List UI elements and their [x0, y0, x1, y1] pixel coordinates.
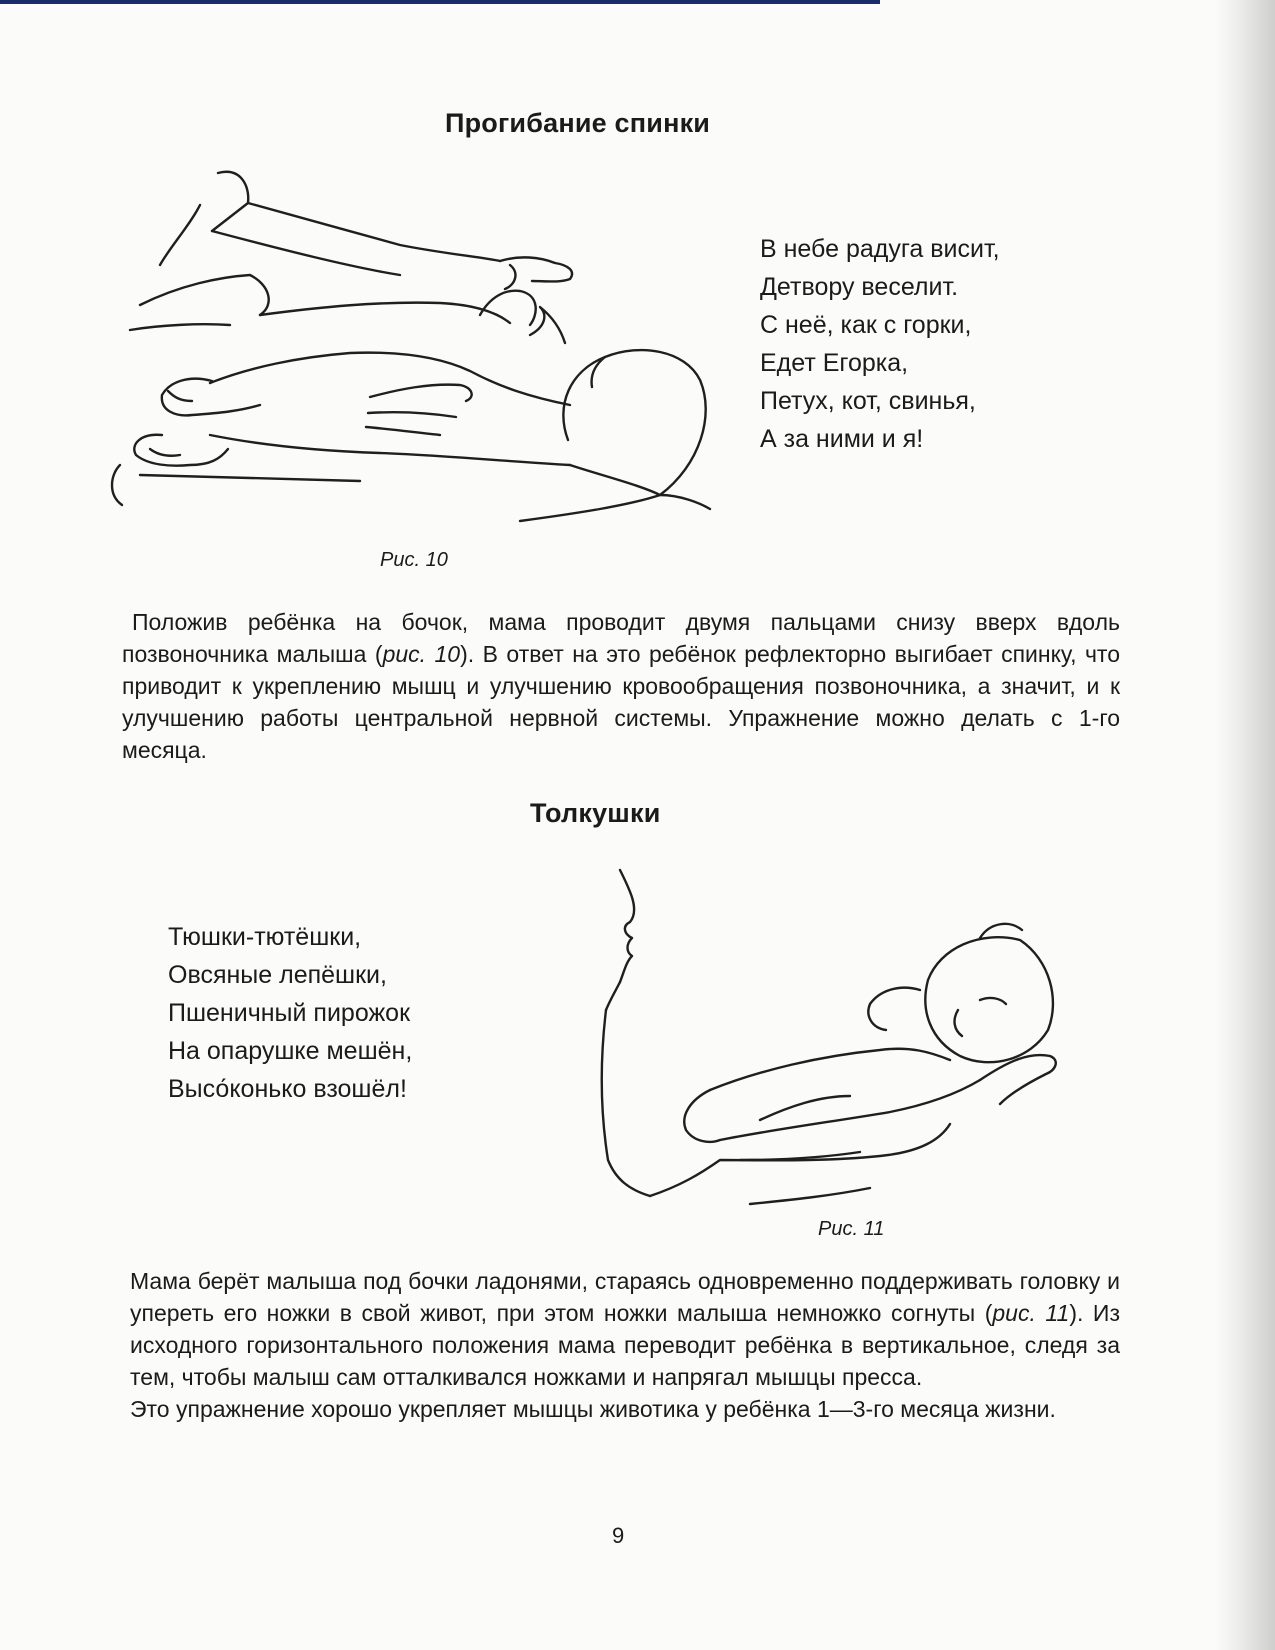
figure-10-caption: Рис. 10 — [380, 549, 448, 571]
figure-11-caption: Рис. 11 — [818, 1218, 885, 1240]
paragraph-text: Положив ребёнка на бочок, мама проводит двумя пальцами снизу вверх вдоль позвоночника малыша ( — [122, 609, 1120, 667]
page-top-edge — [0, 0, 880, 4]
poem-line: Овсяные лепёшки, — [168, 961, 387, 989]
poem-line: С неё, как с горки, — [760, 311, 972, 339]
paragraph-text: ). В ответ на это ребёнок рефлекторно выгибает спинку, что приводит к укреплению мышц и улучшению кровообращения позвоночника, а значит, и к улучшению работы центральной нервной системы. Упражнение можно делать с 1-го месяца. — [122, 641, 1120, 763]
poem-line: Едет Егорка, — [760, 349, 909, 377]
poem-line: Детвору веселит. — [760, 273, 959, 301]
figure-11-illustration — [560, 860, 1100, 1210]
paragraph-text: ). Из исходного горизонтального положения мама переводит ребёнка в вертикальное, следя за тем, чтобы малыш сам отталкивался ножками и напрягал мышцы пресса. — [130, 1300, 1120, 1390]
exercise-description-pushes — [130, 1265, 1120, 1393]
poem-line: Пшеничный пирожок — [168, 999, 411, 1027]
poem-rainbow — [760, 230, 1000, 458]
paragraph-text: Мама берёт малыша под бочки ладонями, стараясь одновременно поддерживать головку и упереть его ножки в свой живот, при этом ножки малыша немножко согнуты ( — [130, 1268, 1120, 1326]
section-title-pushes: Толкушки — [530, 798, 661, 828]
exercise-benefit-note: Это упражнение хорошо укрепляет мышцы животика у ребёнка 1—3-го месяца жизни. — [130, 1396, 1056, 1422]
poem-line: А за ними и я! — [760, 425, 924, 453]
poem-line: Высо́конько взошёл! — [168, 1075, 407, 1103]
poem-line: Тюшки-тютёшки, — [168, 923, 362, 951]
page-number: 9 — [612, 1523, 625, 1548]
poem-line: В небе радуга висит, — [760, 235, 1000, 263]
poem-tyushki — [168, 918, 412, 1108]
figure-reference: рис. 10 — [382, 641, 461, 667]
exercise-description-back-arching — [122, 606, 1120, 766]
poem-line: На опарушке мешён, — [168, 1037, 413, 1065]
poem-line: Петух, кот, свинья, — [760, 387, 976, 415]
section-title-back-arching: Прогибание спинки — [445, 108, 711, 138]
spine-shadow — [1215, 0, 1275, 1650]
figure-reference: рис. 11 — [992, 1300, 1070, 1326]
figure-10-illustration — [100, 165, 720, 545]
